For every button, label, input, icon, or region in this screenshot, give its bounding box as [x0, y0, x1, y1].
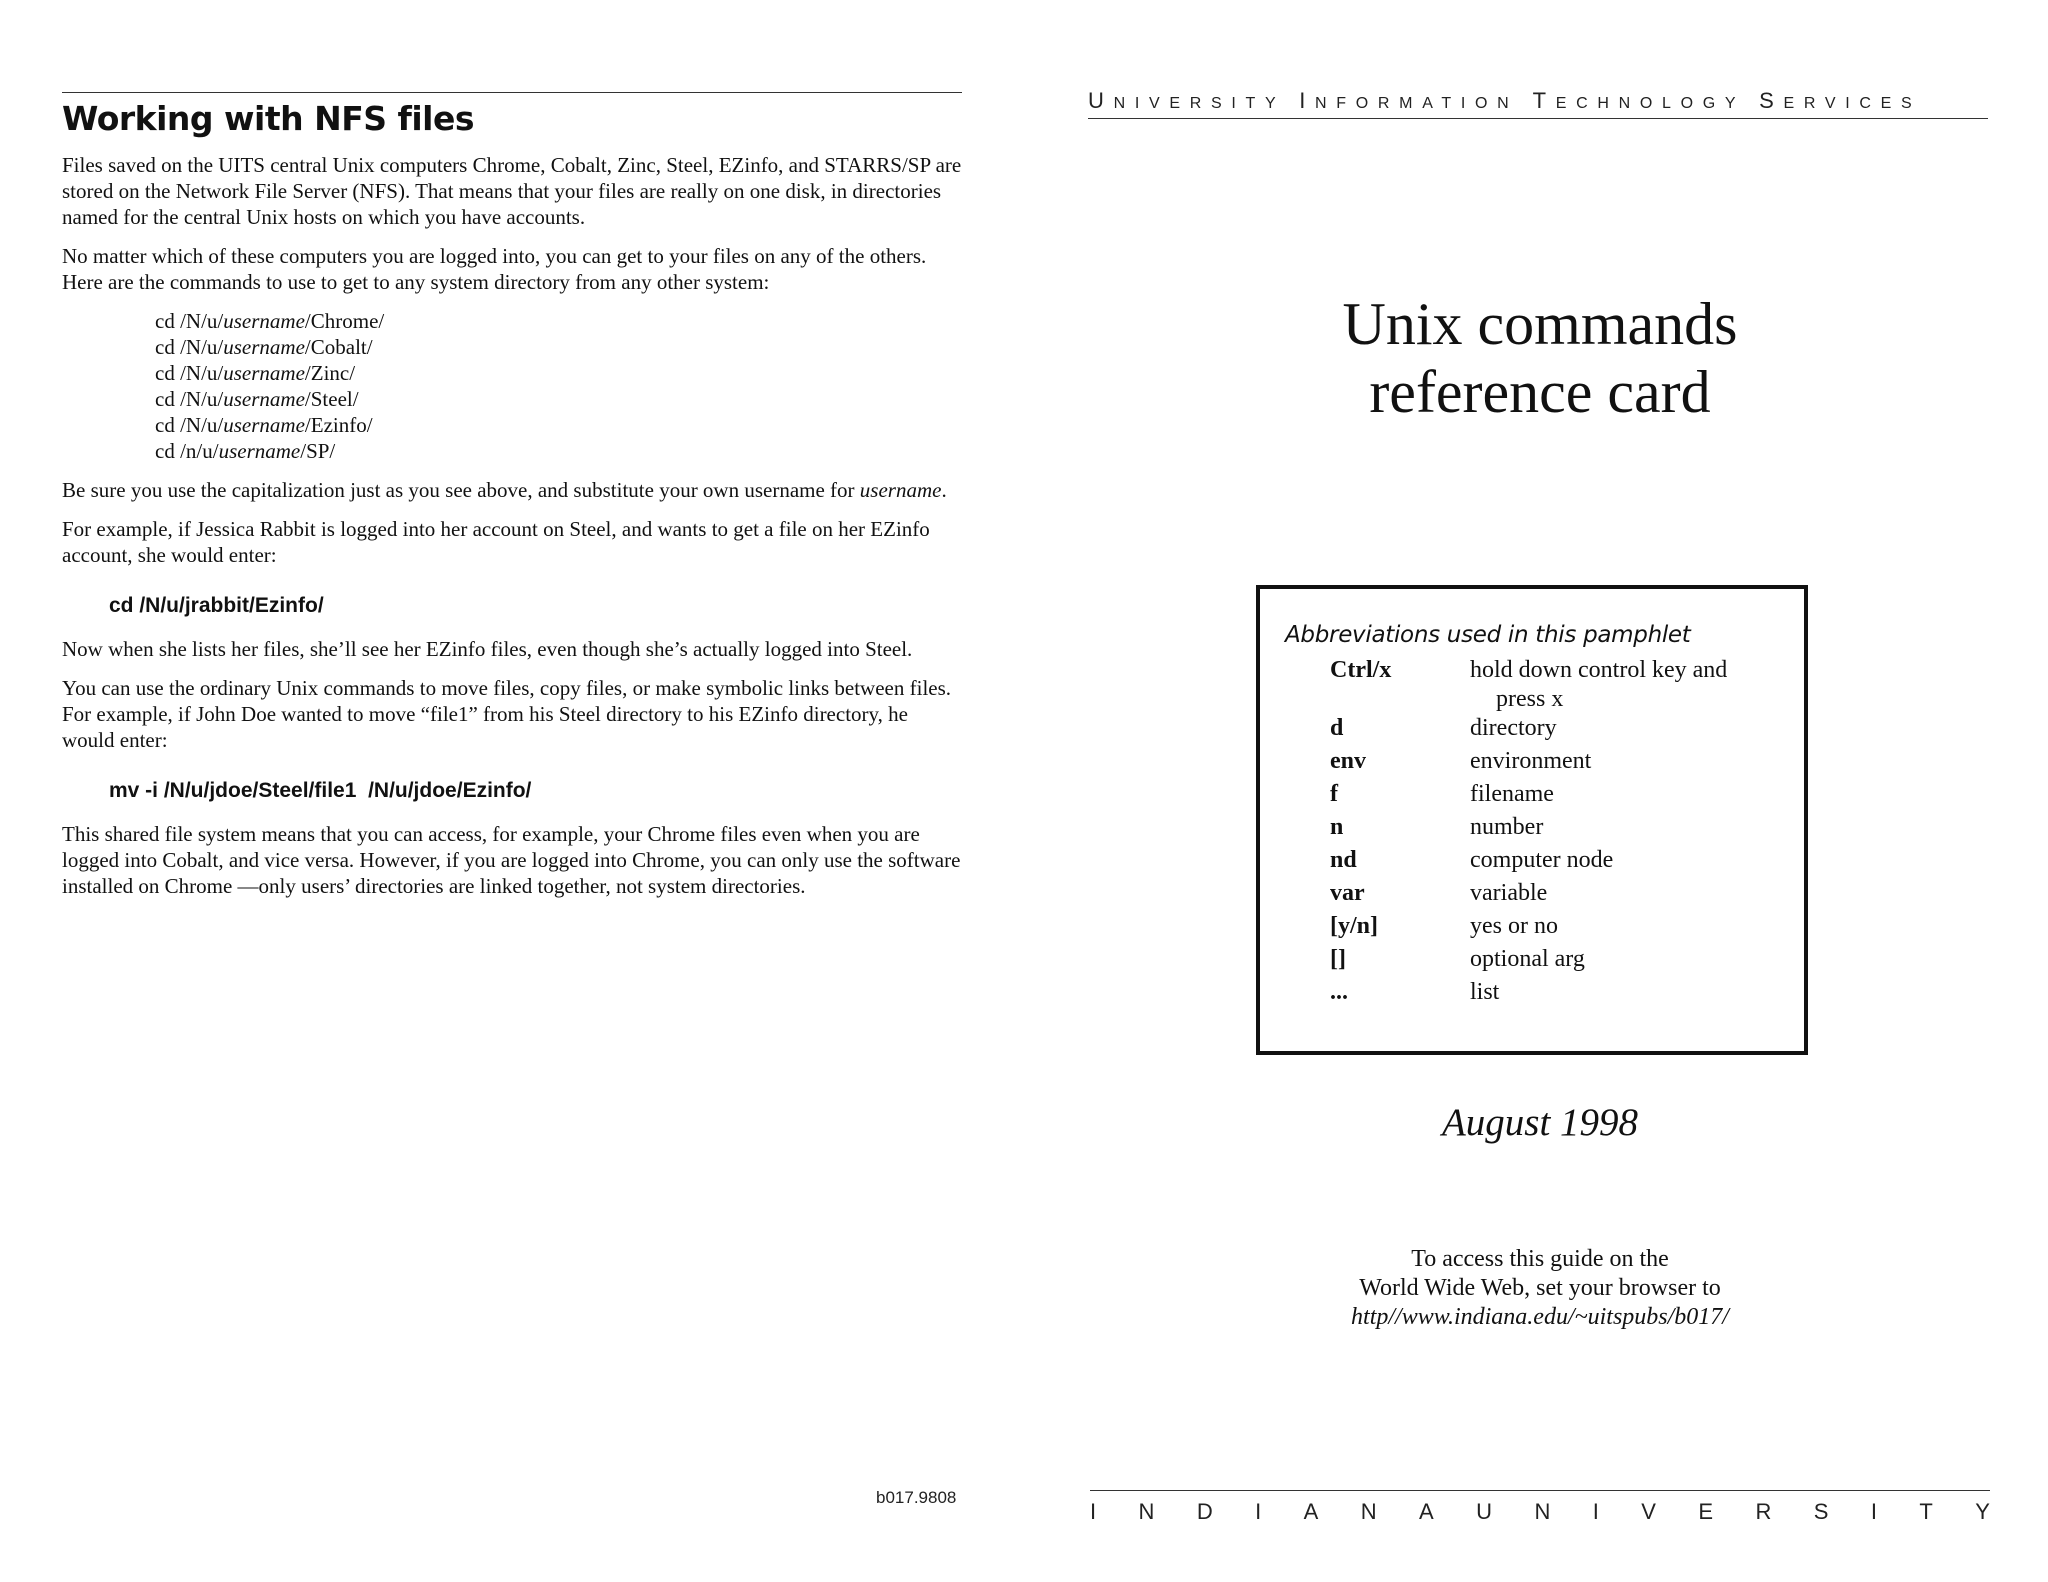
abbreviation-row [1330, 813, 1770, 846]
header-word: UNIVERSITY [1088, 88, 1286, 113]
footer-letter: I [1255, 1499, 1262, 1524]
footer-letter: U [1476, 1499, 1493, 1524]
abbreviation-term: Ctrl/x [1330, 657, 1392, 683]
footer-letter: A [1303, 1499, 1319, 1524]
abbreviation-term: [] [1330, 946, 1346, 972]
footer-letter: I [1870, 1499, 1877, 1524]
example2-intro: You can use the ordinary Unix commands to move files, copy files, or make symbolic links between files. For example, if John Doe wanted to move “file1” from his Steel directory to his EZinfo directory, he would enter: [62, 676, 952, 752]
cd-command: cd /N/u/username/Chrome/ [155, 309, 385, 333]
footer-letter: Y [1975, 1499, 1990, 1524]
abbreviation-term: [y/n] [1330, 913, 1378, 939]
abbreviation-row [1330, 846, 1770, 879]
footer-letter: N [1138, 1499, 1155, 1524]
abbreviation-definition: hold down control key and press x [1470, 657, 1728, 712]
section-heading: Working with NFS files [62, 99, 475, 138]
example1-intro: For example, if Jessica Rabbit is logged into her account on Steel, and wants to get a file on her EZinfo account, she would enter: [62, 517, 930, 567]
cd-command: cd /n/u/username/SP/ [155, 439, 336, 463]
cd-command: cd /N/u/username/Ezinfo/ [155, 413, 373, 437]
intro-paragraph: Files saved on the UITS central Unix computers Chrome, Cobalt, Zinc, Steel, EZinfo, and STARRS/SP are stored on the Network File Server (NFS). That means that your files are really on one disk, in directories named for the central Unix hosts on which you have accounts. [62, 153, 962, 229]
header-word: SERVICES [1759, 88, 1922, 113]
abbreviation-row [1330, 747, 1770, 780]
title-line-1: Unix commands [1342, 291, 1738, 357]
abbreviation-definition: list [1470, 979, 1500, 1005]
abbreviations-heading: Abbreviations used in this pamphlet [1285, 622, 1691, 648]
top-rule [62, 92, 962, 93]
example1-command: cd /N/u/jrabbit/Ezinfo/ [109, 594, 324, 617]
abbreviation-term: f [1330, 781, 1338, 807]
abbreviation-definition: directory [1470, 715, 1557, 741]
abbreviation-row [1330, 714, 1770, 747]
abbreviation-term: var [1330, 880, 1365, 906]
cd-command: cd /N/u/username/Steel/ [155, 387, 359, 411]
footer-letter: E [1698, 1499, 1714, 1524]
footer-letter: I [1090, 1499, 1097, 1524]
access-paragraph: No matter which of these computers you are logged into, you can get to your files on any of the others. Here are the commands to use to get to any system directory from any other system: [62, 244, 927, 294]
example1-after: Now when she lists her files, she’ll see her EZinfo files, even though she’s actually logged into Steel. [62, 637, 913, 661]
abbreviation-definition: optional arg [1470, 946, 1585, 972]
cd-command-list [155, 308, 962, 464]
abbreviation-definition: number [1470, 814, 1544, 840]
footer-letter: I [1592, 1499, 1599, 1524]
abbreviation-row [1330, 912, 1770, 945]
abbreviation-term: ... [1330, 979, 1348, 1005]
footer-letter: V [1641, 1499, 1656, 1524]
footer-letter: D [1196, 1499, 1213, 1524]
closing-paragraph: This shared file system means that you can access, for example, your Chrome files even when you are logged into Cobalt, and vice versa. However, if you are logged into Chrome, you can only use the software installed on Chrome —only users’ directories are linked together, not system directories. [62, 822, 961, 898]
abbreviation-row [1330, 978, 1770, 1011]
publication-date: August 1998 [1441, 1101, 1639, 1144]
footer-letter: N [1360, 1499, 1377, 1524]
example2-command: mv -i /N/u/jdoe/Steel/file1 /N/u/jdoe/Ezinfo/ [109, 779, 532, 802]
abbreviation-definition: yes or no [1470, 913, 1558, 939]
footer-letter: R [1755, 1499, 1772, 1524]
cd-command: cd /N/u/username/Zinc/ [155, 361, 356, 385]
abbreviation-definition: computer node [1470, 847, 1614, 873]
left-page [62, 92, 962, 912]
department-header [1088, 88, 1988, 119]
abbreviation-term: n [1330, 814, 1344, 840]
abbreviation-definition: variable [1470, 880, 1548, 906]
abbreviation-row [1330, 879, 1770, 912]
abbreviation-term: d [1330, 715, 1344, 741]
card-title [1240, 290, 1840, 426]
abbreviations-box [1256, 585, 1808, 1055]
web-access-note [1240, 1245, 1840, 1332]
footer-letter: A [1419, 1499, 1434, 1524]
abbreviation-row [1330, 656, 1770, 714]
abbreviation-definition: filename [1470, 781, 1554, 807]
abbreviation-term: env [1330, 748, 1366, 774]
title-line-2: reference card [1369, 359, 1711, 425]
guide-url: http//www.indiana.edu/~uitspubs/b017/ [1351, 1304, 1729, 1330]
abbreviation-row [1330, 945, 1770, 978]
access-line-2: World Wide Web, set your browser to [1359, 1275, 1721, 1301]
footer-letter: T [1919, 1499, 1933, 1524]
header-word: TECHNOLOGY [1532, 88, 1745, 113]
abbreviation-term: nd [1330, 847, 1357, 873]
header-word: INFORMATION [1299, 88, 1519, 113]
document-code: b017.9808 [876, 1488, 957, 1507]
abbreviation-row [1330, 780, 1770, 813]
footer-letter: N [1534, 1499, 1551, 1524]
capitalization-note: Be sure you use the capitalization just as you see above, and substitute your own username for username. [62, 478, 947, 502]
access-line-1: To access this guide on the [1411, 1246, 1669, 1272]
footer-letter: S [1813, 1499, 1829, 1524]
cd-command: cd /N/u/username/Cobalt/ [155, 335, 373, 359]
abbreviation-definition: environment [1470, 748, 1592, 774]
university-footer [1090, 1490, 1990, 1525]
abbreviations-table [1330, 656, 1770, 1011]
